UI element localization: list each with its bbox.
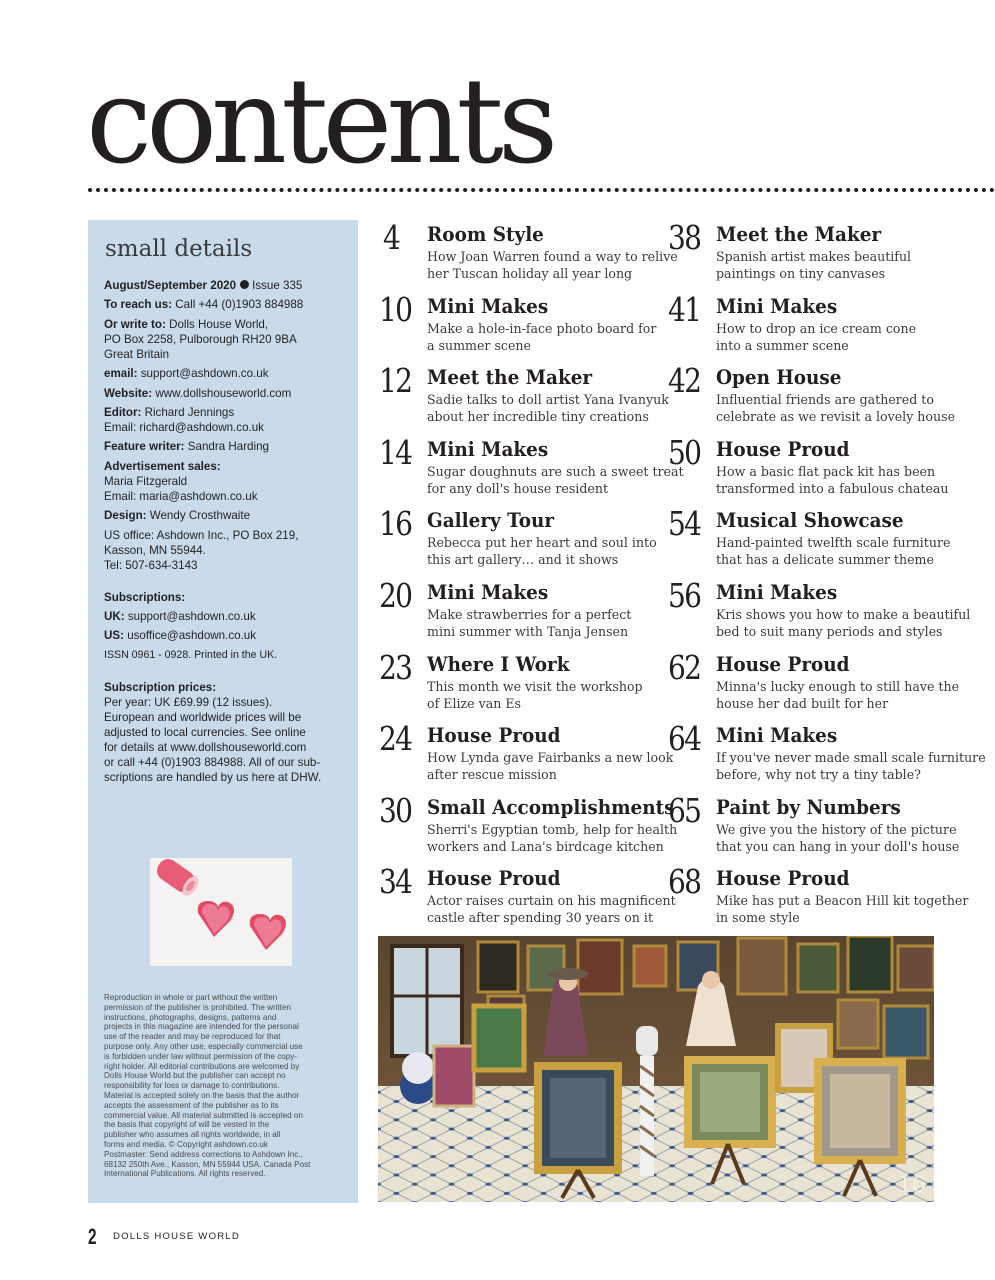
detail-line bbox=[104, 609, 344, 624]
detail-text: www.dollshouseworld.com bbox=[152, 386, 292, 400]
detail-text: Sandra Harding bbox=[184, 440, 269, 454]
toc-title: Musical Showcase bbox=[716, 508, 904, 533]
toc-entry[interactable] bbox=[668, 218, 958, 288]
toc-description-line: castle after spending 30 years on it bbox=[427, 910, 654, 926]
detail-line bbox=[104, 648, 344, 663]
toc-description-line: Make a hole-in-face photo board for bbox=[427, 320, 657, 336]
toc-entry[interactable] bbox=[379, 862, 676, 932]
toc-description-line: paintings on tiny canvases bbox=[716, 266, 886, 281]
toc-description bbox=[716, 534, 966, 568]
toc-description-line: about her incredible tiny creations bbox=[427, 409, 649, 425]
detail-line bbox=[104, 770, 344, 785]
toc-title: Meet the Maker bbox=[427, 365, 593, 390]
detail-line bbox=[104, 543, 344, 558]
toc-page-number: 4 bbox=[383, 218, 400, 257]
detail-text: ISSN 0961 - 0928. Printed in the UK. bbox=[104, 648, 278, 661]
toc-description-line: We give you the history of the picture bbox=[716, 821, 957, 837]
toc-description-line: How a basic flat pack kit has been bbox=[716, 463, 936, 479]
toc-description-line: before, why not try a tiny table? bbox=[716, 767, 921, 783]
detail-text: support@ashdown.co.uk bbox=[137, 367, 269, 381]
detail-text: Great Britain bbox=[104, 347, 170, 361]
detail-text: Per year: UK £69.99 (12 issues). bbox=[104, 695, 273, 709]
toc-description-line: that you can hang in your doll's house bbox=[716, 838, 960, 854]
dotted-divider bbox=[88, 188, 995, 192]
strawberry-slices-photo bbox=[150, 858, 292, 966]
toc-page-number: 12 bbox=[379, 361, 412, 401]
toc-entry[interactable] bbox=[668, 790, 960, 861]
toc-description-line: Sadie talks to doll artist Yana Ivanyuk bbox=[427, 392, 669, 408]
detail-line bbox=[104, 489, 344, 504]
detail-text: or call +44 (0)1903 884988. All of our sub- bbox=[104, 755, 321, 769]
toc-title: Mini Makes bbox=[716, 293, 838, 318]
toc-description bbox=[716, 606, 971, 640]
toc-description bbox=[716, 463, 966, 497]
detail-line bbox=[104, 317, 344, 332]
toc-description-line: house her dad built for her bbox=[716, 695, 889, 711]
toc-description-line: Rebecca put her heart and soul into bbox=[427, 535, 657, 551]
detail-line bbox=[104, 558, 344, 573]
toc-entry[interactable] bbox=[668, 432, 958, 503]
toc-title: Open House bbox=[716, 365, 842, 390]
detail-text: European and worldwide prices will be bbox=[104, 710, 302, 724]
toc-entry[interactable] bbox=[668, 504, 958, 574]
detail-label: UK: bbox=[104, 609, 125, 623]
toc-title: Room Style bbox=[427, 222, 544, 246]
toc-description-line: mini summer with Tanja Jensen bbox=[427, 624, 629, 639]
detail-line bbox=[104, 725, 344, 740]
toc-description-line: Spanish artist makes beautiful bbox=[716, 249, 912, 264]
toc-page-number: 54 bbox=[668, 504, 701, 544]
detail-line bbox=[104, 332, 344, 347]
toc-page-number: 62 bbox=[668, 647, 701, 687]
toc-entry[interactable] bbox=[668, 862, 969, 932]
detail-line bbox=[104, 405, 344, 420]
detail-line bbox=[104, 528, 344, 543]
toc-description bbox=[427, 391, 677, 425]
toc-description bbox=[716, 248, 966, 282]
toc-description-line: Sherri's Egyptian tomb, help for health bbox=[427, 821, 678, 837]
toc-entry[interactable] bbox=[379, 218, 678, 288]
detail-label: Feature writer: bbox=[104, 440, 185, 454]
toc-description bbox=[427, 821, 677, 855]
detail-line bbox=[104, 439, 344, 454]
detail-line bbox=[104, 755, 344, 770]
toc-title: House Proud bbox=[427, 866, 561, 891]
detail-text: Tel: 507-634-3143 bbox=[104, 558, 198, 572]
legal-line: 68132 250th Ave., Kasson, MN 55944 USA. Canada Post bbox=[104, 1159, 311, 1169]
page-number: 2 bbox=[88, 1224, 97, 1249]
detail-line bbox=[104, 386, 344, 401]
detail-label: August/September 2020 bbox=[104, 279, 237, 292]
legal-notice bbox=[104, 993, 340, 1179]
toc-page-number: 41 bbox=[668, 289, 701, 329]
toc-entry[interactable] bbox=[668, 576, 971, 646]
toc-description-line: Minna's lucky enough to still have the bbox=[716, 678, 960, 694]
legal-line: International Publications. All rights reserved. bbox=[104, 1169, 266, 1179]
detail-label: Advertisement sales: bbox=[104, 459, 221, 473]
detail-label: Subscription prices: bbox=[104, 680, 217, 694]
toc-title: Paint by Numbers bbox=[716, 794, 901, 819]
toc-page-number: 20 bbox=[379, 576, 412, 615]
art-gallery-miniature-photo bbox=[378, 936, 934, 1202]
detail-label: Subscriptions: bbox=[104, 590, 186, 604]
toc-description-line: How Joan Warren found a way to relive bbox=[427, 249, 678, 264]
toc-entry[interactable] bbox=[379, 719, 674, 789]
detail-label: To reach us: bbox=[104, 298, 173, 312]
toc-description-line: a summer scene bbox=[427, 337, 531, 353]
toc-description-line: bed to suit many periods and styles bbox=[716, 624, 943, 639]
toc-description-line: Make strawberries for a perfect bbox=[427, 607, 632, 622]
toc-page-number: 34 bbox=[379, 862, 412, 902]
toc-title: Mini Makes bbox=[716, 723, 838, 748]
toc-title: Mini Makes bbox=[716, 580, 838, 604]
toc-description-line: into a summer scene bbox=[716, 337, 849, 353]
toc-description bbox=[427, 248, 677, 282]
detail-text: usoffice@ashdown.co.uk bbox=[123, 629, 257, 643]
toc-title: Small Accomplishments bbox=[427, 794, 675, 819]
toc-description bbox=[427, 320, 677, 354]
legal-line: instructions, photographs, designs, patterns and bbox=[104, 1012, 277, 1022]
toc-description-line: Actor raises curtain on his magnificent bbox=[427, 893, 676, 909]
detail-text: Call +44 (0)1903 884988 bbox=[172, 298, 304, 312]
toc-title: House Proud bbox=[427, 723, 561, 748]
legal-line: purpose only. Any other use, especially commercial use bbox=[104, 1041, 303, 1051]
legal-line: projects in this magazine are intended for the personal bbox=[104, 1022, 299, 1032]
detail-line bbox=[104, 420, 344, 435]
toc-entry[interactable] bbox=[379, 504, 669, 574]
legal-line: Reproduction in whole or part without the written bbox=[104, 993, 278, 1002]
detail-text: Dolls House World, bbox=[165, 317, 269, 331]
toc-description-line: How to drop an ice cream cone bbox=[716, 320, 917, 336]
toc-page-number: 30 bbox=[379, 790, 412, 830]
toc-page-number: 10 bbox=[379, 289, 412, 329]
toc-description-line: Kris shows you how to make a beautiful bbox=[716, 607, 971, 622]
detail-line bbox=[104, 710, 344, 725]
toc-description-line: that has a delicate summer theme bbox=[716, 552, 934, 568]
detail-label: Or write to: bbox=[104, 317, 166, 331]
toc-description bbox=[716, 320, 966, 354]
detail-text: Wendy Crosthwaite bbox=[146, 509, 251, 523]
legal-line: publisher who assumes all rights worldwide, in all bbox=[104, 1130, 281, 1140]
toc-description-line: transformed into a fabulous chateau bbox=[716, 480, 949, 496]
toc-description bbox=[716, 678, 966, 712]
toc-entry[interactable] bbox=[379, 361, 669, 431]
detail-label: US: bbox=[104, 629, 124, 643]
legal-line: the basis that copyright of will be vested in the bbox=[104, 1120, 270, 1130]
legal-line: forms and media. © Copyright ashdown.co.uk bbox=[104, 1139, 268, 1149]
detail-text: Email: maria@ashdown.co.uk bbox=[104, 489, 258, 503]
detail-line bbox=[104, 474, 344, 489]
toc-title: Meet the Maker bbox=[716, 222, 882, 246]
toc-page-number: 68 bbox=[668, 862, 701, 902]
toc-description-line: after rescue mission bbox=[427, 767, 557, 783]
legal-line: responsibility for loss or damage to contributions. bbox=[104, 1081, 280, 1091]
detail-line bbox=[104, 508, 344, 523]
detail-text: Issue 335 bbox=[252, 279, 303, 292]
toc-page-number: 64 bbox=[668, 719, 701, 759]
detail-label: email: bbox=[104, 367, 138, 381]
toc-entry[interactable] bbox=[668, 289, 958, 360]
detail-text: scriptions are handled by us here at DHW. bbox=[104, 770, 322, 784]
toc-description-line: her Tuscan holiday all year long bbox=[427, 266, 633, 281]
toc-page-number: 56 bbox=[668, 576, 701, 615]
legal-line: commercial value. All material submitted is accepted on bbox=[104, 1110, 303, 1120]
toc-title: Where I Work bbox=[427, 651, 570, 676]
detail-text: Kasson, MN 55944. bbox=[104, 543, 206, 557]
toc-entry[interactable] bbox=[379, 576, 669, 646]
toc-entry[interactable] bbox=[668, 647, 960, 718]
toc-entry[interactable] bbox=[379, 790, 678, 861]
detail-line bbox=[104, 590, 344, 605]
detail-label: Editor: bbox=[104, 405, 142, 419]
toc-description-line: celebrate as we revisit a lovely house bbox=[716, 409, 956, 425]
spacer bbox=[104, 573, 344, 590]
toc-description-line: How Lynda gave Fairbanks a new look bbox=[427, 750, 674, 766]
toc-title: Mini Makes bbox=[427, 580, 549, 604]
detail-text: PO Box 2258, Pulborough RH20 9BA bbox=[104, 332, 297, 346]
toc-page-number: 16 bbox=[379, 504, 412, 544]
toc-title: House Proud bbox=[716, 436, 850, 461]
toc-description-line: in some style bbox=[716, 910, 800, 926]
detail-text: Email: richard@ashdown.co.uk bbox=[104, 420, 264, 434]
masthead-details bbox=[104, 278, 344, 785]
toc-title: Gallery Tour bbox=[427, 508, 555, 533]
toc-description bbox=[427, 678, 677, 712]
detail-text: US office: Ashdown Inc., PO Box 219, bbox=[104, 528, 299, 542]
sidebar-heading: small details bbox=[105, 236, 253, 262]
toc-page-number: 65 bbox=[668, 790, 701, 830]
toc-entry[interactable] bbox=[379, 432, 684, 503]
toc-description-line: Influential friends are gathered to bbox=[716, 392, 934, 408]
small-details-panel bbox=[88, 220, 358, 1203]
detail-text: adjusted to local currencies. See online bbox=[104, 725, 306, 739]
detail-line bbox=[104, 297, 344, 312]
toc-description bbox=[427, 606, 677, 640]
detail-text: for details at www.dollshouseworld.com bbox=[104, 740, 307, 754]
toc-description-line: workers and Lana's birdcage kitchen bbox=[427, 838, 664, 854]
toc-description-line: Hand-painted twelfth scale furniture bbox=[716, 535, 951, 551]
legal-line: is forbidden under law without permission of the copy- bbox=[104, 1051, 298, 1061]
toc-entry[interactable] bbox=[379, 289, 669, 360]
legal-line: Postmaster: Send address corrections to Ashdown Inc., bbox=[104, 1149, 303, 1159]
detail-text: Maria Fitzgerald bbox=[104, 474, 188, 488]
toc-page-number: 42 bbox=[668, 361, 701, 401]
toc-title: Mini Makes bbox=[427, 436, 549, 461]
toc-page-number: 23 bbox=[379, 647, 412, 687]
toc-page-number: 50 bbox=[668, 432, 701, 472]
detail-line bbox=[104, 459, 344, 474]
toc-page-number: 24 bbox=[379, 719, 412, 759]
detail-line bbox=[104, 695, 344, 710]
toc-description bbox=[716, 749, 986, 783]
toc-description-line: for any doll's house resident bbox=[427, 480, 609, 496]
toc-description-line: If you've never made small scale furniture bbox=[716, 750, 986, 766]
detail-text: Richard Jennings bbox=[141, 405, 235, 419]
detail-line bbox=[104, 628, 344, 643]
legal-line: Dolls House World but the publisher can accept no bbox=[104, 1071, 286, 1081]
detail-text: support@ashdown.co.uk bbox=[124, 609, 256, 623]
toc-description bbox=[716, 391, 966, 425]
toc-description bbox=[427, 892, 677, 926]
photo-page-reference: 16 bbox=[898, 1173, 926, 1198]
detail-label: Design: bbox=[104, 509, 147, 523]
legal-line: permission of the publisher is prohibited. The written bbox=[104, 1002, 292, 1012]
detail-line bbox=[104, 278, 344, 293]
detail-line bbox=[104, 366, 344, 381]
toc-description bbox=[716, 892, 969, 926]
toc-description-line: this art gallery… and it shows bbox=[427, 552, 619, 568]
detail-label: Website: bbox=[104, 386, 153, 400]
detail-line bbox=[104, 740, 344, 755]
toc-title: House Proud bbox=[716, 651, 850, 676]
detail-line bbox=[104, 680, 344, 695]
toc-page-number: 14 bbox=[379, 432, 412, 472]
detail-line bbox=[104, 347, 344, 362]
toc-description-line: of Elize van Es bbox=[427, 695, 521, 711]
toc-description-line: This month we visit the workshop bbox=[427, 678, 643, 694]
toc-page-number: 38 bbox=[668, 218, 701, 257]
toc-description-line: Mike has put a Beacon Hill kit together bbox=[716, 893, 969, 909]
toc-title: House Proud bbox=[716, 866, 850, 891]
toc-description-line: Sugar doughnuts are such a sweet treat bbox=[427, 463, 684, 479]
spacer bbox=[104, 663, 344, 680]
page-title: contents bbox=[86, 52, 553, 190]
magazine-name: DOLLS HOUSE WORLD bbox=[113, 1231, 241, 1242]
toc-entry[interactable] bbox=[668, 719, 986, 789]
toc-entry[interactable] bbox=[668, 361, 958, 431]
legal-line: right holder. All editorial contributions are welcomed by bbox=[104, 1061, 300, 1071]
toc-title: Mini Makes bbox=[427, 293, 549, 318]
legal-line: accepts the assessment of the publisher as to its bbox=[104, 1100, 279, 1110]
toc-description bbox=[427, 749, 677, 783]
toc-description bbox=[427, 534, 677, 568]
legal-line: use of the reader and may be reproduced for that bbox=[104, 1032, 281, 1042]
toc-entry[interactable] bbox=[379, 647, 669, 718]
toc-description bbox=[716, 821, 966, 855]
bullet-dot-icon bbox=[240, 280, 249, 289]
toc-description bbox=[427, 463, 684, 497]
legal-line: Material is accepted solely on the basis that the author bbox=[104, 1090, 300, 1100]
